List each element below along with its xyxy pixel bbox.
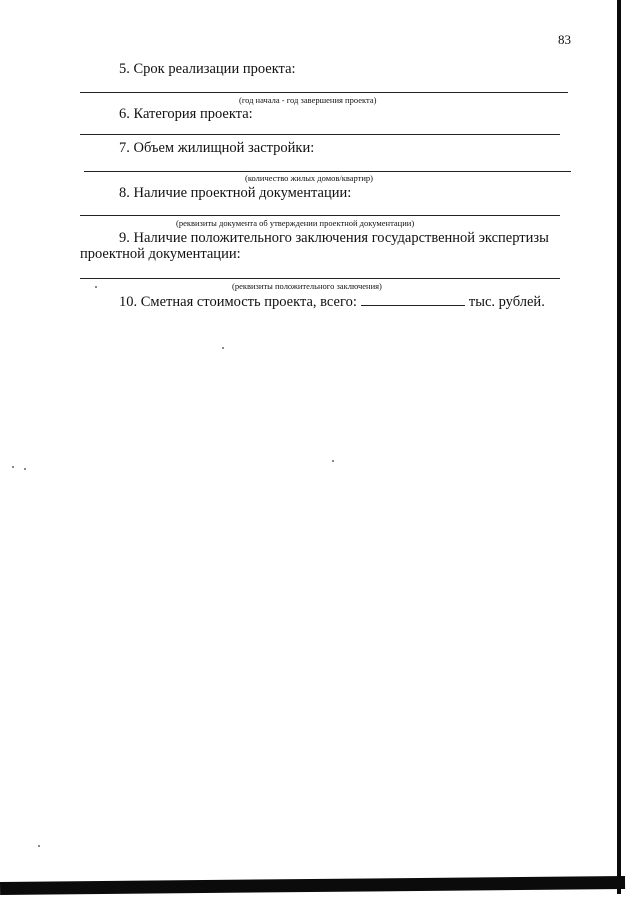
item-expertise-caption: (реквизиты положительного заключения) [232,281,382,291]
scan-speck [38,845,40,847]
scan-speck [12,466,14,468]
item-docs-blank-line [80,215,560,216]
item-category-label: 6. Категория проекта: [119,106,253,122]
item-housing-label: 7. Объем жилищной застройки: [119,140,315,156]
item-expertise-line2: проектной документации: [80,246,241,262]
page-number: 83 [558,32,571,47]
item-docs-label: 8. Наличие проектной документации: [119,185,352,201]
item-housing-blank-line [84,171,571,172]
item-expertise-line1: 9. Наличие положительного заключения государственной экспертизы [119,230,549,246]
item-term-blank-line [80,92,568,93]
item-cost [119,293,545,311]
item-cost-blank [361,293,465,306]
item-category-blank-line [80,134,560,135]
scan-speck [332,460,334,462]
item-housing-caption: (количество жилых домов/квартир) [245,173,373,183]
scan-speck [222,347,224,349]
scan-edge-bottom [0,876,625,895]
item-expertise-blank-line [80,278,560,279]
item-cost-label: 10. Сметная стоимость проекта, всего: [119,294,357,310]
item-term-label: 5. Срок реализации проекта: [119,61,296,77]
scan-speck [95,286,97,288]
item-cost-unit: тыс. рублей. [468,294,545,310]
scan-edge-right [617,0,621,894]
scan-speck [24,468,26,470]
item-term-caption: (год начала - год завершения проекта) [239,95,377,105]
item-docs-caption: (реквизиты документа об утверждении проектной документации) [176,218,415,228]
